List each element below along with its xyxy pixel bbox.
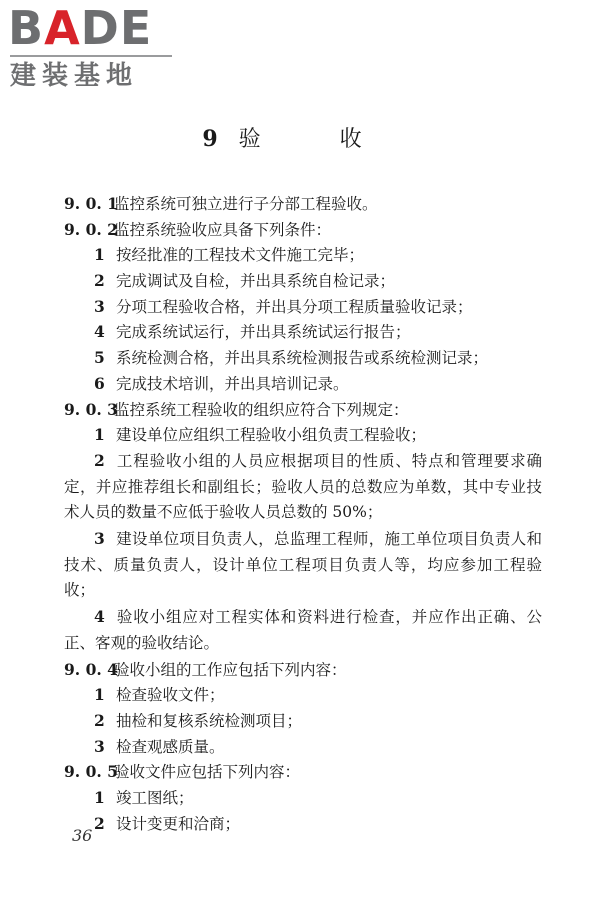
list-item: 1 按经批准的工程技术文件施工完毕； [94,245,365,265]
clause-9-0-1: 9. 0. 1监控系统可独立进行子分部工程验收。 [64,194,378,213]
list-item: 2 完成调试及自检，并出具系统自检记录； [94,271,396,291]
page-number: 36 [72,826,93,845]
clause-9-0-2: 9. 0. 2监控系统验收应具备下列条件： [64,219,332,239]
clause-9-0-5: 9. 0. 5验收文件应包括下列内容： [64,762,301,782]
list-item: 5 系统检测合格，并出具系统检测报告或系统检测记录； [94,348,489,368]
list-item: 2 抽检和复核系统检测项目； [94,710,303,730]
clause-9-0-3: 9. 0. 3监控系统工程验收的组织应符合下列规定： [64,399,409,419]
clause-9-0-4: 9. 0. 4验收小组的工作应包括下列内容： [64,659,347,679]
list-item: 3 检查观感质量。 [94,736,225,756]
chapter-heading [0,124,600,155]
list-item: 3 分项工程验收合格，并出具分项工程质量验收记录； [94,296,473,316]
list-item: 3 建设单位项目负责人，总监理工程师，施工单位项目负责人和技术、质量负责人，设计单位工程项目负责人等，均应参加工程验收； [64,528,542,600]
chapter-title: 验 收 [238,127,398,152]
list-item: 1 建设单位应组织工程验收小组负责工程验收； [94,425,427,445]
list-item: 6 完成技术培训，并出具培训记录。 [94,373,349,393]
logo-brand: BADE [8,1,153,55]
logo-subtitle: 建装基地 [10,61,139,91]
chapter-number: 9 [202,126,219,152]
logo-rule [10,55,172,57]
list-item: 4 验收小组应对工程实体和资料进行检查，并应作出正确、公正、客观的验收结论。 [64,607,542,652]
list-item: 2 设计变更和洽商； [94,813,241,833]
list-item: 1 检查验收文件； [94,685,225,705]
list-item: 1 竣工图纸； [94,787,194,807]
list-item: 4 完成系统试运行，并出具系统试运行报告； [94,322,411,342]
list-item: 2 工程验收小组的人员应根据项目的性质、特点和管理要求确定，并应推荐组长和副组长；验收人员的总数应为单数，其中专业技术人员的数量不应低于验收人员总数的 50%； [64,450,542,522]
bade-logo [8,2,178,94]
page-body [64,191,542,836]
